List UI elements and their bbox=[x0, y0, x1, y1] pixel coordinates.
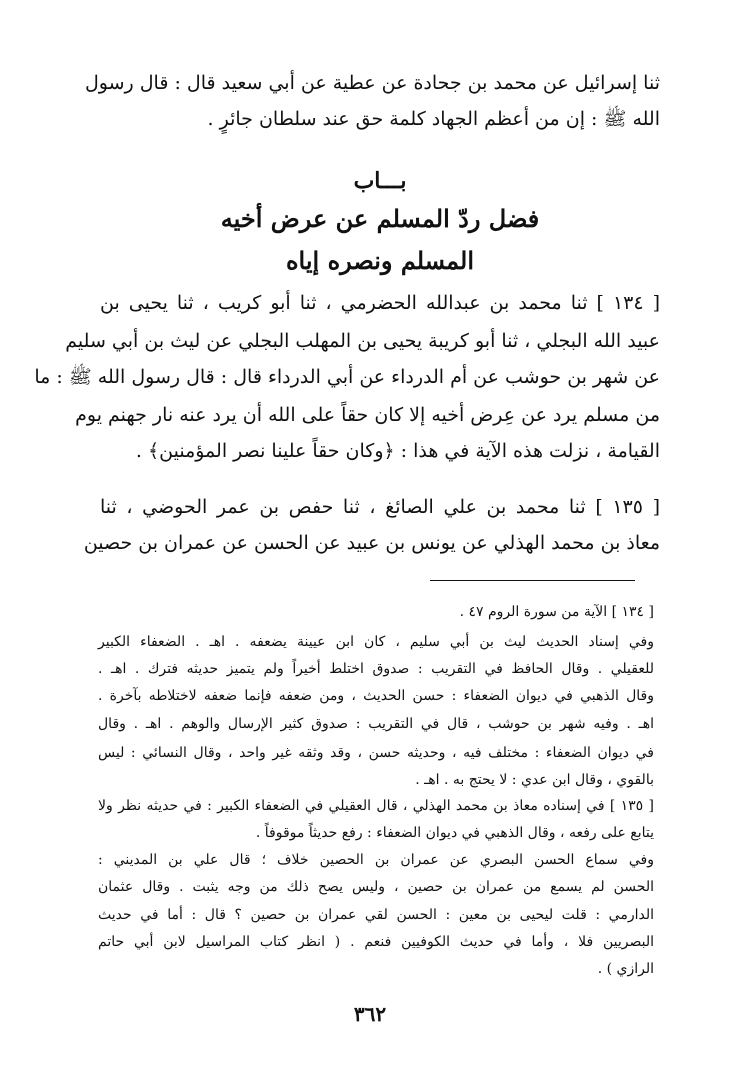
intro-line-2: الله ﷺ : إن من أعظم الجهاد كلمة حق عند سلطان جائرٍ . bbox=[207, 108, 660, 130]
hadith-134-line-5: القيامة ، نزلت هذه الآية في هذا : ﴿وكان حقاً علينا نصر المؤمنين﴾ . bbox=[135, 440, 660, 462]
footnote-line: وفي إسناد الحديث ليث بن أبي سليم ، كان ابن عيينة يضعفه . اهـ . الضعفاء الكبير bbox=[98, 634, 654, 650]
footnote-line: [ ١٣٥ ] في إسناده معاذ بن محمد الهذلي ، قال العقيلي في الضعفاء الكبير : في حديثه نظر ولا bbox=[98, 798, 654, 814]
footnote-line: البصريين فلا ، وأما في حديث الكوفيين فنعم . ( انظر كتاب المراسيل لابن أبي حاتم bbox=[98, 934, 654, 950]
footnote-line: الحسن لم يسمع من عمران بن حصين ، وليس يصح ذلك من وجه يثبت . وقال عثمان bbox=[98, 879, 654, 895]
footnote-line: وفي سماع الحسن البصري عن عمران بن الحصين خلاف ؛ قال علي بن المديني : bbox=[98, 852, 654, 868]
footnote-line: [ ١٣٤ ] الآية من سورة الروم ٤٧ . bbox=[459, 604, 654, 620]
footnote-line: الدارمي : قلت ليحيى بن معين : الحسن لقي عمران بن حصين ؟ قال : أما في حديث bbox=[98, 907, 654, 923]
hadith-134-line-4: من مسلم يرد عن عِرض أخيه إلا كان حقاً على الله أن يرد عنه نار جهنم يوم bbox=[75, 404, 660, 426]
footnote-line: يتابع على رفعه ، وقال الذهبي في ديوان الضعفاء : رفع حديثاً موقوفاً . bbox=[255, 825, 654, 841]
footnote-line: اهـ . وفيه شهر بن حوشب ، قال في التقريب : صدوق كثير الإرسال والوهم . اهـ . وقال bbox=[98, 716, 654, 732]
footnote-line: وقال الذهبي في ديوان الضعفاء : حسن الحديث ، ومن ضعفه فإنما ضعفه لاختلاطه بآخرة . bbox=[98, 688, 654, 704]
hadith-134-line-3: عن شهر بن حوشب عن أم الدرداء عن أبي الدرداء قال : قال رسول الله ﷺ : ما bbox=[34, 366, 660, 388]
footnote-separator bbox=[430, 580, 635, 581]
page-number: ٣٦٢ bbox=[353, 1002, 387, 1026]
hadith-135-line-2: معاذ بن محمد الهذلي عن يونس بن عبيد عن الحسن عن عمران بن حصين bbox=[83, 532, 660, 554]
chapter-title-line-2: المسلم ونصره إياه bbox=[285, 246, 475, 275]
hadith-134-line-2: عبيد الله البجلي ، ثنا أبو كريبة يحيى بن المهلب البجلي عن ليث بن أبي سليم bbox=[65, 330, 660, 352]
chapter-title-line-1: فضل ردّ المسلم عن عرض أخيه bbox=[220, 204, 540, 233]
intro-line-1: ثنا إسرائيل عن محمد بن جحادة عن عطية عن أبي سعيد قال : قال رسول bbox=[84, 72, 660, 94]
hadith-135-line-1: [ ١٣٥ ] ثنا محمد بن علي الصائغ ، ثنا حفص بن عمر الحوضي ، ثنا bbox=[100, 496, 660, 518]
footnote-line: بالقوي ، وقال ابن عدي : لا يحتج به . اهـ . bbox=[415, 772, 654, 788]
footnote-line: للعقيلي . وقال الحافظ في التقريب : صدوق اختلط أخيراً ولم يتميز حديثه فترك . اهـ . bbox=[98, 661, 654, 677]
chapter-label: بـــاب bbox=[353, 168, 407, 194]
footnote-line: في ديوان الضعفاء : مختلف فيه ، وحديثه حسن ، وقد وثقه غير واحد ، وقال النسائي : ليس bbox=[98, 745, 654, 761]
footnote-line: الرازي ) . bbox=[597, 961, 654, 977]
hadith-134-line-1: [ ١٣٤ ] ثنا محمد بن عبدالله الحضرمي ، ثنا أبو كريب ، ثنا يحيى بن bbox=[100, 292, 661, 314]
